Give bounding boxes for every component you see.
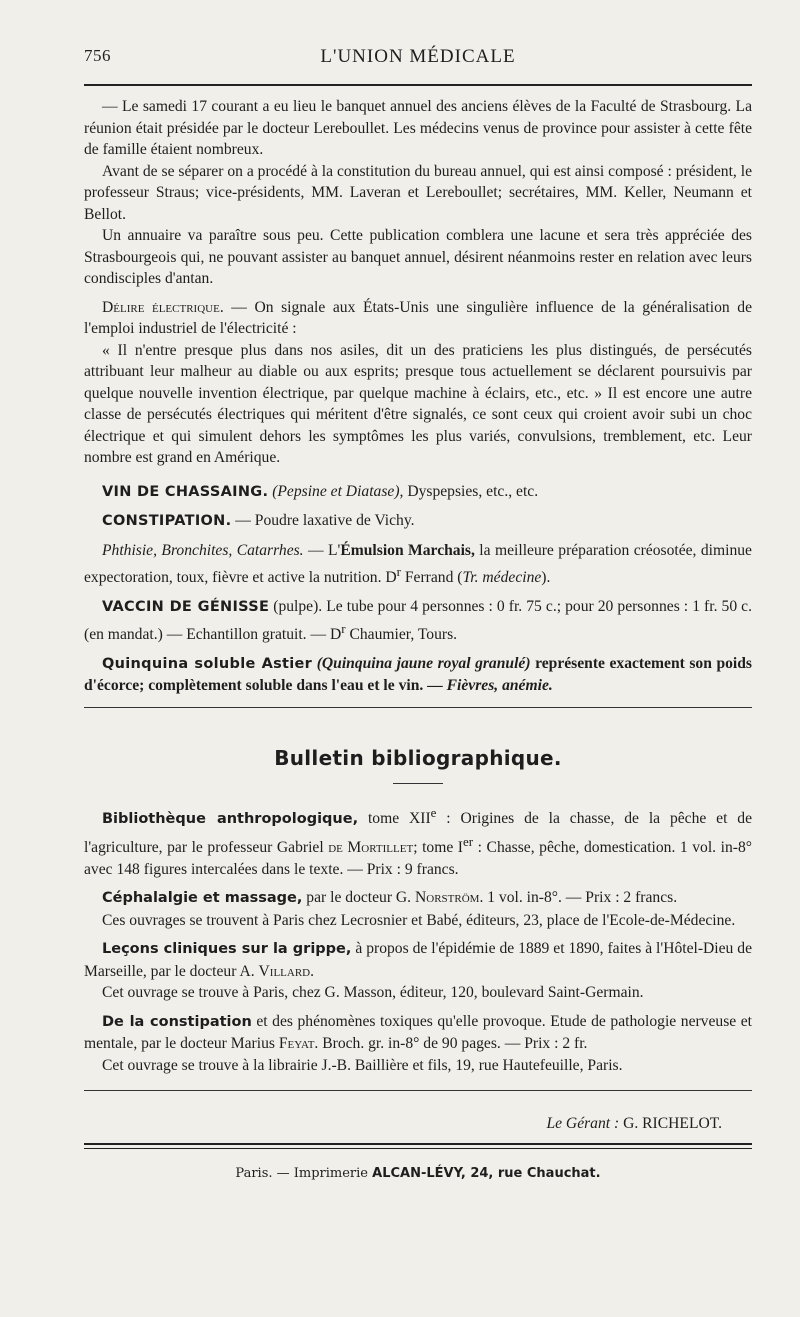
delire-heading: Délire électrique. (102, 298, 224, 316)
bib3-title: Leçons cliniques sur la grippe, (102, 941, 352, 958)
ad-vaccin-text: (pulpe). Le tube pour 4 personnes : 0 fr. 75 c.; pour 20 personnes : 1 fr. 50 c. (en mandat.) — Echantillon gratuit. — D (84, 597, 752, 644)
bib4-note: Cet ouvrage se trouve à la librairie J.-B. Baillière et fils, 19, rue Hautefeuille, Paris. (102, 1056, 623, 1074)
news-banquet-paragraph: — Le samedi 17 courant a eu lieu le banquet annuel des anciens élèves de la Faculté de Strasbourg. La réunion était présidée par le docteur Lereboullet. Les médecins venus de province pour assister à cette fête de famille étaient nombreux. (84, 98, 752, 158)
ad-constipation (84, 510, 752, 533)
ad-quinquina-astier (84, 653, 752, 697)
bib2-author: Norström (414, 889, 480, 907)
bib-entry-constipation (84, 1011, 752, 1055)
page-body (84, 96, 752, 1184)
imprint-prefix: Paris. — Imprimerie (235, 1165, 373, 1181)
running-title: L'UNION MÉDICALE (320, 46, 516, 67)
header-rule (84, 84, 752, 86)
bib1-text2: : Origines de la chasse, de la pêche et de l'agriculture, par le professeur Gabriel (84, 810, 753, 857)
bib1-text: tome XII (358, 810, 431, 828)
bib-entry-anthropologique (84, 802, 752, 880)
bib1-sup: e (430, 805, 437, 821)
bib1-sup2: er (463, 834, 474, 850)
ad-vaccin-sup: r (341, 621, 346, 637)
bib-entry-grippe (84, 938, 752, 982)
imprint-printer: ALCAN-LÉVY, 24, rue Chauchat. (372, 1165, 601, 1181)
bib4-text2: . Broch. gr. in-8° de 90 pages. — Prix : 2 fr. (314, 1035, 588, 1053)
ad-vaccin-end: Chaumier, Tours. (345, 626, 458, 644)
ad-phthisie-dash: — L' (303, 541, 341, 559)
closing-rule (84, 1090, 752, 1091)
footer-rule (84, 1143, 752, 1145)
bib2-note: Ces ouvrages se trouvent à Paris chez Lecrosnier et Babé, éditeurs, 23, place de l'Ecole-de-Médecine. (102, 911, 736, 929)
ad-vin-title: VIN DE CHASSAING. (102, 483, 269, 500)
bib1-text3: ; tome I (413, 839, 463, 857)
ad-phthisie-italic: Phthisie, Bronchites, Catarrhes. (102, 541, 304, 559)
ad-vaccin-title: VACCIN DE GÉNISSE (102, 598, 270, 615)
ad-emulsion-marchais (84, 540, 752, 589)
heading-underline (393, 783, 443, 784)
bib2-title: Céphalalgie et massage, (102, 890, 303, 907)
bib4-text: et des phénomènes toxiques qu'elle provoque. Etude de pathologie nerveuse et mentale, par le docteur Marius (84, 1012, 752, 1053)
ad-quinquina-italic: (Quinquina jaune royal granulé) (316, 654, 531, 672)
footer-rule-thin (84, 1148, 752, 1149)
ad-phthisie-bold: Émulsion Marchais, (340, 541, 475, 559)
ad-vin-chassaing (84, 481, 752, 504)
ad-phthisie-text: la meilleure préparation créosotée, diminue expectoration, toux, fièvre et active la nutrition. D (84, 541, 752, 587)
bib2-text: par le docteur G. (302, 889, 415, 907)
bib3-text: à propos de l'épidémie de 1889 et 1890, faites à l'Hôtel-Dieu de Marseille, par le docteur A. (84, 940, 753, 980)
bulletin-heading: Bulletin bibliographique. (274, 745, 562, 770)
news-annuaire-paragraph: Un annuaire va paraître sous peu. Cette publication comblera une lacune et sera très appréciée des Strasbourgeois qui, ne pouvant assister au banquet annuel, désirent néanmoins rester en relation avec leurs condisciples d'antan. (84, 227, 752, 287)
ad-vin-italic: (Pepsine et Diatase), (272, 482, 404, 500)
bib4-author: Feyat (278, 1035, 315, 1053)
ad-phthisie-author: Ferrand ( (400, 569, 463, 587)
manager-signature (84, 1113, 752, 1135)
page-header (84, 46, 752, 76)
ad-vin-text: Dyspepsies, etc., etc. (403, 482, 539, 500)
printer-imprint (84, 1163, 752, 1185)
bib-entry-cephalalgie (84, 887, 752, 910)
page-number: 756 (84, 46, 111, 65)
bib1-author: de Mortillet (328, 839, 414, 857)
bib4-title: De la constipation (102, 1013, 252, 1030)
bib3-end: . (310, 962, 315, 980)
ad-quinquina-text: représente exactement son poids d'écorce; complètement soluble dans l'eau et le vin. — (84, 654, 752, 695)
ad-quinquina-title: Quinquina soluble Astier (102, 655, 313, 672)
bib3-author: Villard (258, 962, 311, 980)
manager-label: Le Gérant : (546, 1115, 620, 1133)
ad-constipation-title: CONSTIPATION. (102, 513, 232, 529)
ad-phthisie-ref: Tr. médecine (462, 569, 542, 587)
delire-text: — On signale aux États-Unis une singulière influence de la généralisation de l'emploi industriel de l'électricité : (84, 298, 752, 337)
delire-paragraph (84, 297, 752, 340)
ad-constipation-text: — Poudre laxative de Vichy. (231, 512, 415, 529)
bib1-title: Bibliothèque anthropologique, (102, 811, 359, 828)
manager-name: G. RICHELOT. (619, 1115, 722, 1133)
bib3-note: Cet ouvrage se trouve à Paris, chez G. Masson, éditeur, 120, boulevard Saint-Germain. (102, 984, 644, 1002)
bib2-text2: . 1 vol. in-8°. — Prix : 2 francs. (479, 889, 678, 907)
ad-phthisie-sup: r (396, 564, 401, 579)
bib1-text4: : Chasse, pêche, domestication. 1 vol. in-8° avec 148 figures intercalées dans le texte. — Prix : 9 francs. (84, 839, 752, 878)
section-divider (84, 707, 752, 708)
delire-quote: « Il n'entre presque plus dans nos asiles, dit un des praticiens les plus distingués, de persécutés attribuant leur malheur au diable ou aux esprits; presque tous actuellement se déclarent poursuivis par quelque nouvelle invention électrique, par quelque machine à éclairs, etc., etc. » Il est encore une autre classe de persécutés électriques qui méritent d'être signalés, ce sont ceux qui croient avoir subi un choc électrique et qui simulent dehors les symptômes les plus variés, convulsions, tremblement, etc. Leur nombre est grand en Amérique. (84, 341, 752, 466)
ad-phthisie-close: ). (541, 569, 551, 587)
news-bureau-paragraph: Avant de se séparer on a procédé à la constitution du bureau annuel, qui est ainsi composé : président, le professeur Straus; vice-présidents, MM. Laveran et Lereboullet; secrétaires, MM. Keller, Neumann et Bellot. (84, 162, 752, 223)
ad-vaccin-genisse (84, 596, 752, 646)
ad-quinquina-end: Fièvres, anémie. (446, 677, 553, 695)
